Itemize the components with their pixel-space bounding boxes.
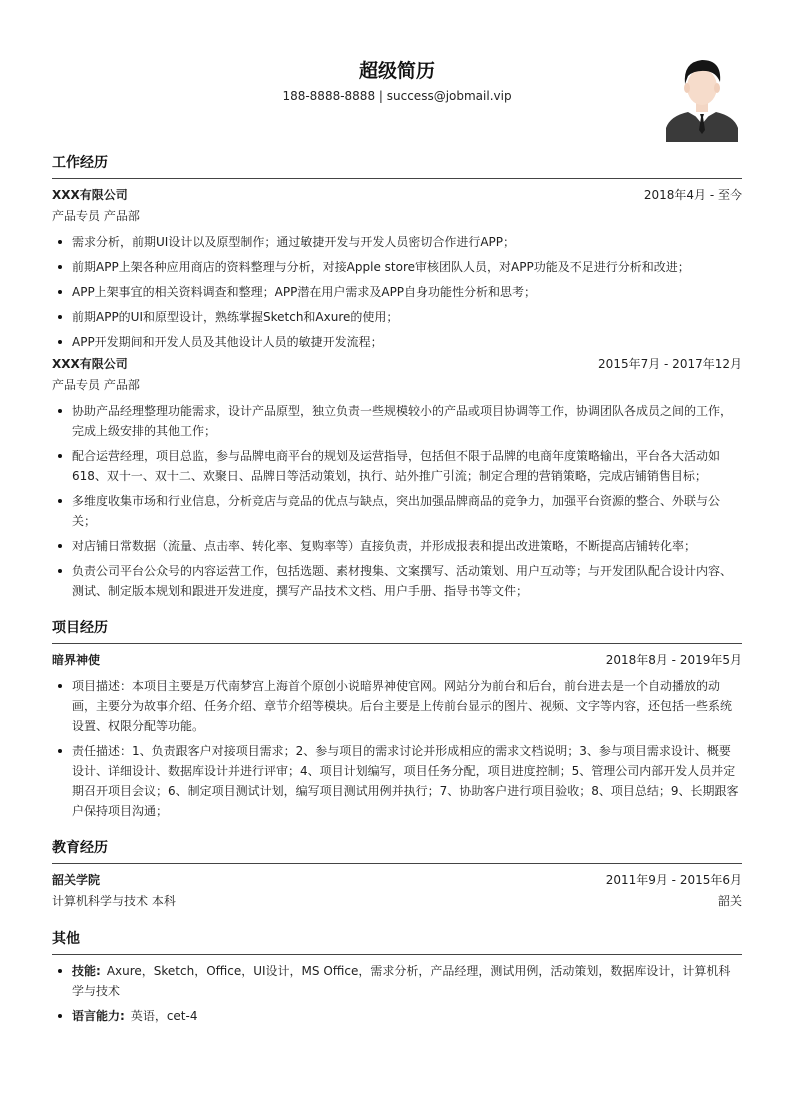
- school-location: 韶关: [717, 894, 742, 908]
- education-section: [52, 837, 742, 912]
- skills-label: 技能:: [72, 964, 101, 978]
- employment-date: 2015年7月 - 2017年12月: [598, 357, 742, 371]
- work-section-title: 工作经历: [52, 152, 742, 179]
- other-section: [52, 928, 742, 1026]
- education-section-title: 教育经历: [52, 837, 742, 864]
- employment-date: 2018年4月 - 至今: [643, 188, 742, 202]
- work-entry: [52, 354, 742, 601]
- job-role: 产品专员 产品部: [52, 378, 140, 392]
- contact-info: 188-8888-8888 | success@jobmail.vip: [282, 89, 512, 103]
- avatar: [666, 54, 738, 142]
- project-date: 2018年8月 - 2019年5月: [605, 653, 742, 667]
- work-bullets: [52, 232, 742, 352]
- school-name: 韶关学院: [52, 873, 101, 887]
- list-item: APP上架事宜的相关资料调查和整理；APP潜在用户需求及APP自身功能性分析和思考；: [52, 282, 742, 302]
- resume-header: [52, 0, 742, 150]
- project-bullets: [52, 676, 742, 821]
- list-item: 负责公司平台公众号的内容运营工作，包括选题、素材搜集、文案撰写、活动策划、用户互动等；与开发团队配合设计内容、测试、制定版本规划和跟进开发进度，撰写产品技术文档、用户手册、指导书等文件；: [52, 561, 742, 601]
- education-date: 2011年9月 - 2015年6月: [605, 873, 742, 887]
- skills-value: Axure，Sketch，Office，UI设计，MS Office，需求分析，产品经理，测试用例，活动策划，数据库设计，计算机科学与技术: [72, 964, 731, 998]
- list-item: 责任描述：1、负责跟客户对接项目需求；2、参与项目的需求讨论并形成相应的需求文档说明；3、参与项目需求设计、概要设计、详细设计、数据库设计并进行评审；4、项目计划编写，项目任务分配，项目进度控制；5、管理公司内部开发人员并定期召开项目会议；6、制定项目测试计划，编写项目测试用例并执行；7、协助客户进行项目验收；8、项目总结；9、长期跟客户保持项目沟通；: [52, 741, 742, 821]
- project-entry: [52, 650, 742, 821]
- list-item: 对店铺日常数据（流量、点击率、转化率、复购率等）直接负责，并形成报表和提出改进策略，不断提高店铺转化率；: [52, 536, 742, 556]
- list-item: 前期APP上架各种应用商店的资料整理与分析，对接Apple store审核团队人员，对APP功能及不足进行分析和改进；: [52, 257, 742, 277]
- candidate-name: 超级简历: [358, 60, 435, 82]
- company-name: XXX有限公司: [52, 357, 128, 371]
- list-item: 协助产品经理整理功能需求，设计产品原型，独立负责一些规模较小的产品或项目协调等工作，协调团队各成员之间的工作，完成上级安排的其他工作；: [52, 401, 742, 441]
- other-bullets: [52, 961, 742, 1026]
- other-section-title: 其他: [52, 928, 742, 955]
- job-role: 产品专员 产品部: [52, 209, 140, 223]
- list-item: 多维度收集市场和行业信息，分析竞店与竞品的优点与缺点，突出加强品牌商品的竞争力，加强平台资源的整合、外联与公关；: [52, 491, 742, 531]
- work-bullets: [52, 401, 742, 601]
- list-item: 配合运营经理，项目总监，参与品牌电商平台的规划及运营指导，包括但不限于品牌的电商年度策略输出，平台各大活动如618、双十一、双十二、欢聚日、品牌日等活动策划，执行、站外推广引流；制定合理的营销策略，完成店铺销售目标；: [52, 446, 742, 486]
- project-name: 暗界神使: [52, 653, 101, 667]
- language-item: [52, 1006, 742, 1026]
- major: 计算机科学与技术 本科: [52, 894, 176, 908]
- work-entry: [52, 185, 742, 352]
- list-item: 需求分析，前期UI设计以及原型制作；通过敏捷开发与开发人员密切合作进行APP；: [52, 232, 742, 252]
- work-section: [52, 152, 742, 601]
- resume-page: [52, 0, 742, 1026]
- list-item: APP开发期间和开发人员及其他设计人员的敏捷开发流程；: [52, 332, 742, 352]
- company-name: XXX有限公司: [52, 188, 128, 202]
- list-item: 项目描述：本项目主要是万代南梦宫上海首个原创小说暗界神使官网。网站分为前台和后台，前台进去是一个自动播放的动画，主要分为故事介绍、任务介绍、章节介绍等模块。后台主要是上传前台显示的图片、视频、文字等内容，还包括一些系统设置、权限分配等功能。: [52, 676, 742, 736]
- language-label: 语言能力:: [72, 1009, 125, 1023]
- skills-item: [52, 961, 742, 1001]
- list-item: 前期APP的UI和原型设计，熟练掌握Sketch和Axure的使用；: [52, 307, 742, 327]
- language-value: 英语，cet-4: [130, 1009, 198, 1023]
- projects-section-title: 项目经历: [52, 617, 742, 644]
- projects-section: [52, 617, 742, 821]
